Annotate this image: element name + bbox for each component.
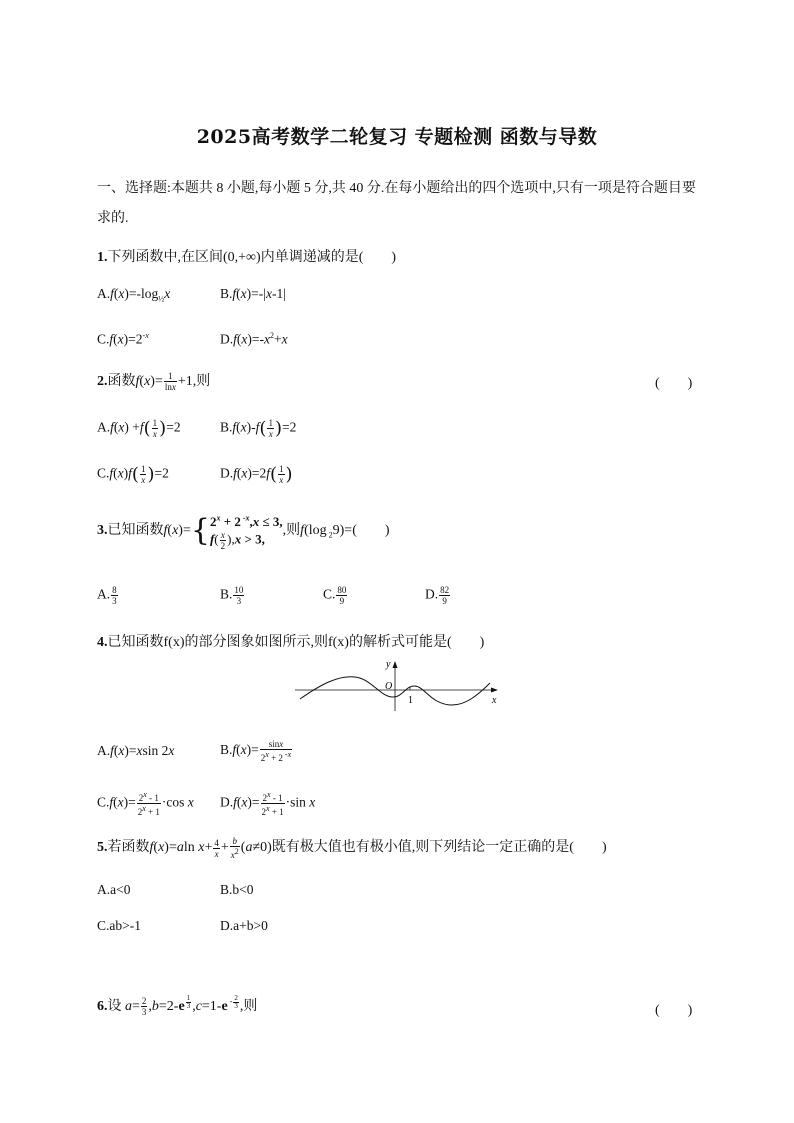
q5-option-c: C.ab>-1 bbox=[97, 918, 141, 933]
page-title: 2025高考数学二轮复习 专题检测 函数与导数 bbox=[196, 126, 598, 148]
q2-option-c: C.f(x)f( $\frac{1}{x}$ )=2 bbox=[97, 464, 169, 485]
q4-option-d: D.f(x)= $\frac{2^x - 1}{2^x + 1}$ ·sin x bbox=[220, 790, 316, 817]
question-stem: 函数 bbox=[107, 374, 136, 389]
option-label: D. bbox=[220, 331, 234, 347]
x-label: x bbox=[492, 695, 497, 706]
q4-option-c: C.f(x)= $\frac{2^x - 1}{2^x + 1}$ ·cos x bbox=[97, 790, 194, 817]
question-6: 6.设 a= $\frac{2}{3}$ ,b=2-e $^{\frac{1}{3}}$ ,c=1-e $^{- \frac{2}{3}}$ ,则 bbox=[97, 994, 258, 1018]
answer-blank: ( ) bbox=[655, 1003, 693, 1018]
question-stem-end: 既有极大值也有极小值,则下列结论一定正确的是( ) bbox=[271, 840, 607, 856]
question-number: 2. bbox=[97, 374, 108, 389]
option-label: A. bbox=[97, 286, 111, 301]
q2-option-b: B.f(x)-f( $\frac{1}{x}$ )=2 bbox=[220, 418, 297, 439]
question-1 bbox=[97, 246, 396, 266]
question-stem: 下列函数中,在区间(0,+∞)内单调递减的是( ) bbox=[107, 250, 397, 265]
tick-label: 1 bbox=[408, 695, 413, 706]
option-label: C. bbox=[97, 331, 110, 347]
question-number: 6. bbox=[97, 999, 108, 1014]
q4-option-a: A.f(x)=xsin 2x bbox=[97, 743, 175, 758]
question-3: 3.已知函数$f(x)=\{2^x + 2$ $^{-x}$,x ≤ 3, f( $\frac{x}{2}$ ),x > 3,,则f(log $_2$9)=( ) bbox=[97, 513, 390, 552]
question-number: 1. bbox=[97, 250, 108, 265]
q1-option-b: B.f(x)=-|x-1| bbox=[220, 286, 286, 301]
x-axis-arrow bbox=[491, 688, 498, 693]
question-stem: 已知函数 bbox=[107, 522, 164, 538]
q5-option-d: D.a+b>0 bbox=[220, 918, 268, 933]
question-stem: 已知函数f(x)的部分图象如图所示,则f(x)的解析式可能是( ) bbox=[107, 635, 485, 650]
question-stem-end: +1,则 bbox=[177, 374, 211, 389]
function-graph bbox=[290, 653, 505, 713]
q4-option-b: B.f(x)= $\frac{\sin x}{2^x + 2 ^{-x}}$ bbox=[220, 739, 292, 763]
q3-option-b: B. $\frac{10}{3}$ bbox=[220, 585, 244, 606]
section-heading: 一、选择题:本题共 8 小题,每小题 5 分,共 40 分.在每小题给出的四个选项中,只有一项是符合题目要求的. bbox=[97, 181, 696, 226]
question-5: 5.若函数f(x)=aln x+ $\frac{4}{x}$ + $\frac{b}{x^2}$ (a≠0)既有极大值也有极小值,则下列结论一定正确的是( ) bbox=[97, 836, 607, 860]
option-label: B. bbox=[220, 286, 233, 301]
q3-option-d: D. $\frac{82}{9}$ bbox=[425, 585, 450, 606]
question-stem-mid: ,则 bbox=[282, 522, 301, 538]
q2-option-d: D.f(x)=2f( $\frac{1}{x}$ ) bbox=[220, 464, 293, 485]
y-axis-arrow bbox=[393, 661, 398, 668]
q3-option-c: C. $\frac{80}{9}$ bbox=[323, 585, 347, 606]
answer-blank: ( ) bbox=[655, 376, 693, 391]
y-label: y bbox=[386, 659, 391, 670]
q5-option-a: A.a<0 bbox=[97, 882, 131, 897]
q1-option-a: $A.f(x)=-\log_{\frac{1}{2}}x$ bbox=[97, 286, 171, 304]
q5-option-b: B.b<0 bbox=[220, 882, 254, 897]
question-stem-end: =( ) bbox=[344, 522, 390, 538]
origin-label: O bbox=[385, 681, 393, 692]
question-number: 4. bbox=[97, 635, 108, 650]
question-stem: 若函数 bbox=[107, 840, 150, 856]
question-2: 2.函数f(x)= $\frac{1}{\ln x}$ +1,则 bbox=[97, 371, 211, 393]
q2-option-a: A.f(x) +f( $\frac{1}{x}$ )=2 bbox=[97, 418, 181, 439]
question-number: 5. bbox=[97, 840, 108, 856]
q1-option-d: $D.f(x)=-x^2+x$ bbox=[220, 331, 288, 347]
question-stem: 设 bbox=[107, 999, 122, 1014]
question-stem-end: ,则 bbox=[239, 999, 258, 1014]
q1-option-c: $C.f(x)=2^{-x}$ bbox=[97, 331, 149, 347]
question-number: 3. bbox=[97, 522, 108, 538]
question-4 bbox=[97, 631, 484, 651]
q3-option-a: A. $\frac{8}{3}$ bbox=[97, 585, 117, 606]
